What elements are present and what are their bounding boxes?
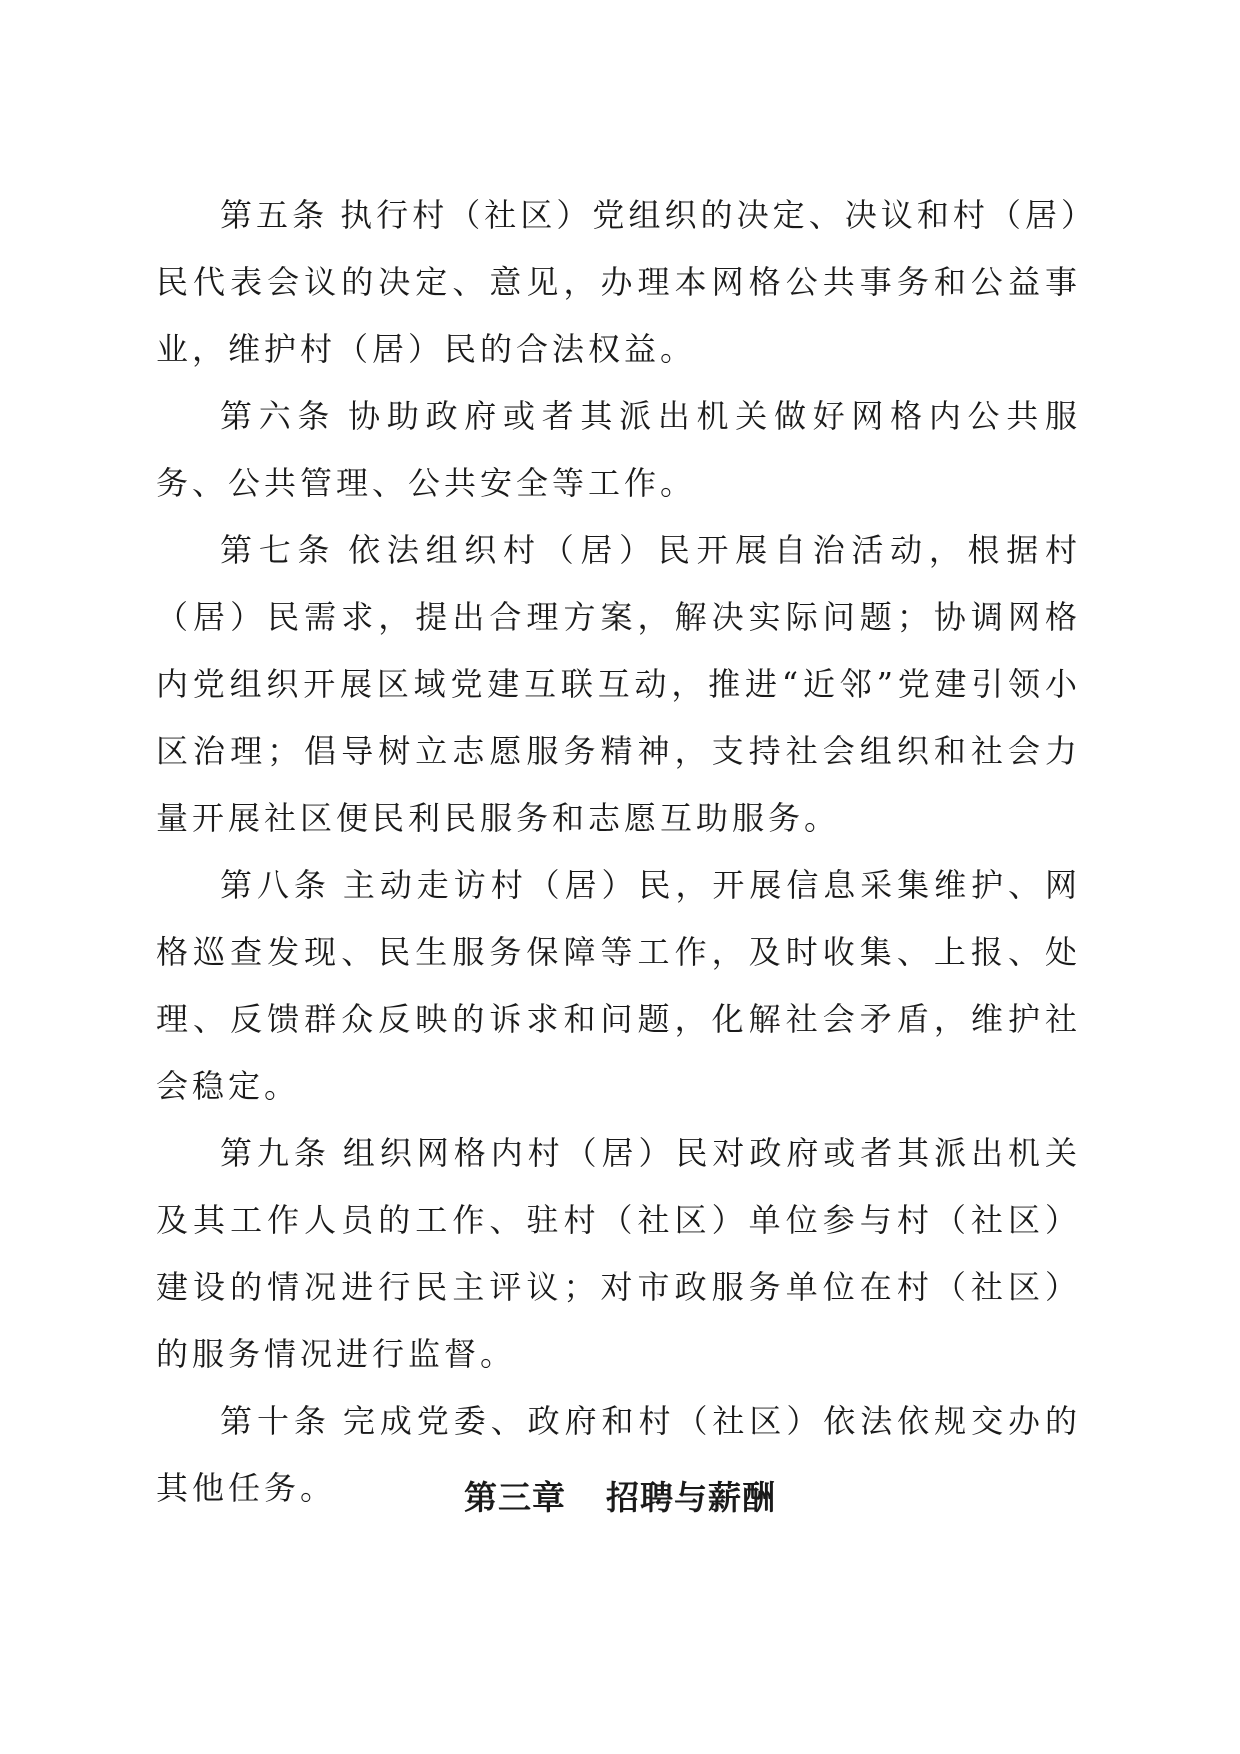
article-number: 第九条	[220, 1134, 331, 1172]
article-text: 依法组织村（居）民开展自治活动，根据村（居）民需求，提出合理方案，解决实际问题；协调网格内党组织开展区域党建互联互动，推进“近邻”党建引领小区治理；倡导树立志愿服务精神，支持社会组织和社会力量开展社区便民利民服务和志愿互助服务。	[156, 531, 1081, 837]
article-6	[156, 383, 1081, 517]
article-7	[156, 517, 1081, 852]
article-text: 执行村（社区）党组织的决定、决议和村（居）民代表会议的决定、意见，办理本网格公共事务和公益事业，维护村（居）民的合法权益。	[156, 196, 1081, 368]
article-5	[156, 182, 1081, 383]
article-text: 完成党委、政府和村（社区）依法依规交办的其他任务。	[156, 1402, 1081, 1507]
article-number: 第七条	[220, 531, 337, 569]
article-number: 第八条	[220, 866, 331, 904]
chapter-number: 第三章	[464, 1478, 566, 1517]
article-text: 协助政府或者其派出机关做好网格内公共服务、公共管理、公共安全等工作。	[156, 397, 1081, 502]
chapter-title: 招聘与薪酬	[606, 1478, 776, 1517]
article-text: 组织网格内村（居）民对政府或者其派出机关及其工作人员的工作、驻村（社区）单位参与村（社区）建设的情况进行民主评议；对市政服务单位在村（社区）的服务情况进行监督。	[156, 1134, 1081, 1373]
article-text: 主动走访村（居）民，开展信息采集维护、网格巡查发现、民生服务保障等工作，及时收集、上报、处理、反馈群众反映的诉求和问题，化解社会矛盾，维护社会稳定。	[156, 866, 1081, 1105]
article-number: 第六条	[220, 397, 337, 435]
article-number: 第十条	[220, 1402, 331, 1440]
article-8	[156, 852, 1081, 1120]
article-number: 第五条	[220, 196, 329, 234]
article-list	[156, 182, 1081, 1522]
article-9	[156, 1120, 1081, 1388]
chapter-heading	[0, 1472, 1240, 1519]
